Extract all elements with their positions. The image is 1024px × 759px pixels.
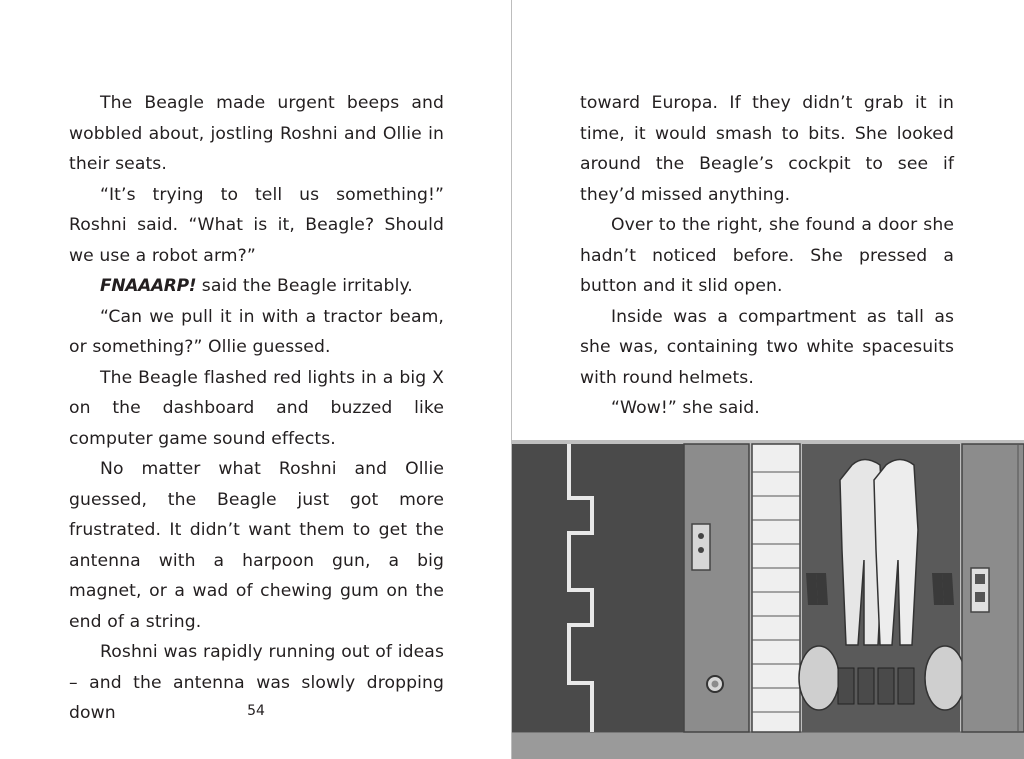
paragraph: “Can we pull it in with a tractor beam, or something?” Ollie guessed. bbox=[69, 306, 444, 357]
paragraph-text: said the Beagle irritably. bbox=[196, 276, 413, 296]
right-page bbox=[512, 0, 1024, 759]
control-panel bbox=[962, 444, 1024, 732]
right-page-text bbox=[580, 88, 954, 424]
paragraph: The Beagle flashed red lights in a big X on the dashboard and buzzed like computer game sound effects. bbox=[69, 367, 444, 449]
door-frame bbox=[684, 444, 749, 732]
paragraph: Roshni was rapidly running out of ideas – and the antenna was slowly dropping down bbox=[69, 642, 444, 723]
compartment-interior bbox=[799, 444, 965, 732]
page-number: 54 bbox=[247, 703, 265, 719]
paragraph: No matter what Roshni and Ollie guessed, the Beagle just got more frustrated. It didn’t want them to get the antenna with a harpoon gun, a big magnet, or a wad of chewing gum on the end of a string. bbox=[69, 459, 444, 632]
sound-effect: FNAAARP! bbox=[100, 276, 197, 296]
zigzag-panel bbox=[512, 444, 684, 732]
left-page-text bbox=[69, 88, 444, 729]
paragraph: “Wow!” she said. bbox=[611, 398, 760, 418]
paragraph: Over to the right, she found a door she hadn’t noticed before. She pressed a button and it slid open. bbox=[580, 215, 954, 296]
paragraph: toward Europa. If they didn’t grab it in time, it would smash to bits. She looked around the Beagle’s cockpit to see if they’d missed anything. bbox=[580, 93, 954, 205]
paragraph: Inside was a compartment as tall as she was, containing two white spacesuits with round helmets. bbox=[580, 306, 954, 388]
sliding-door bbox=[752, 444, 800, 732]
spacesuit-compartment-illustration bbox=[512, 440, 1024, 759]
paragraph: The Beagle made urgent beeps and wobbled about, jostling Roshni and Ollie in their seats. bbox=[69, 93, 444, 174]
paragraph: “It’s trying to tell us something!” Roshni said. “What is it, Beagle? Should we use a robot arm?” bbox=[69, 184, 444, 266]
paragraph bbox=[69, 271, 444, 302]
